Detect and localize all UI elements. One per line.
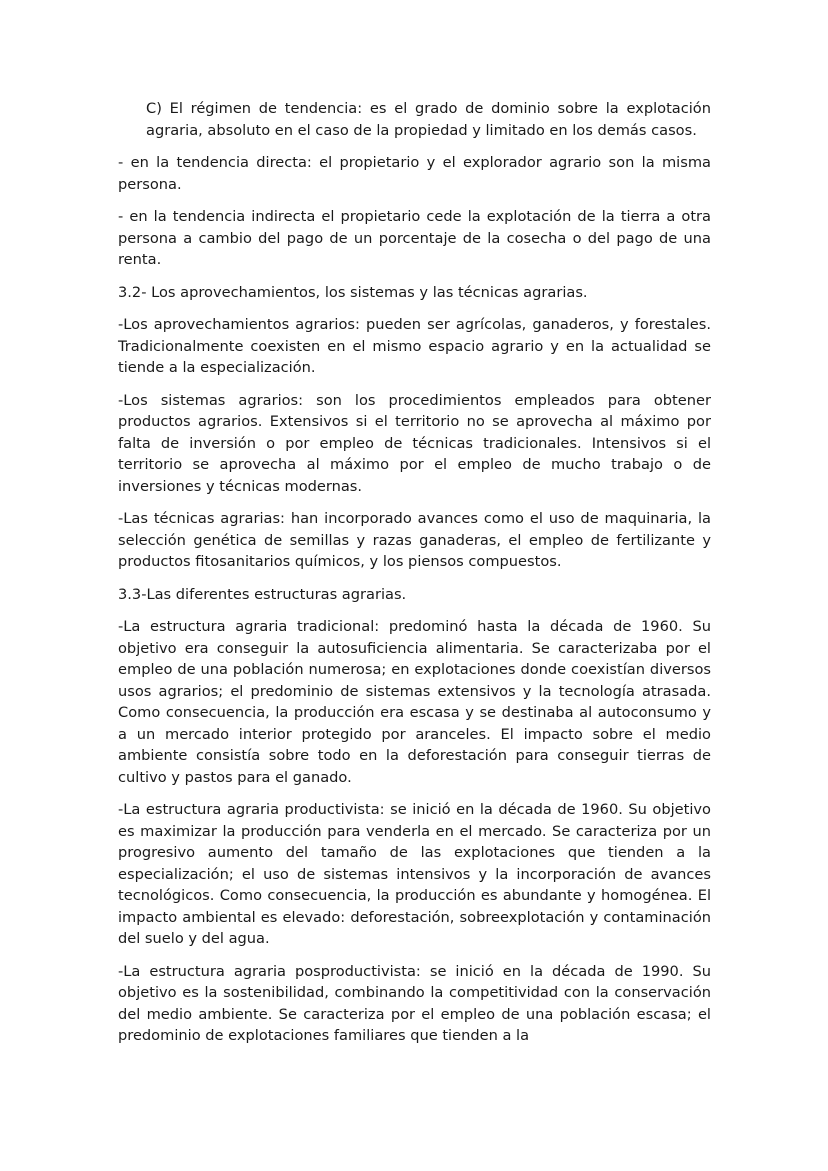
paragraph-tendencia-indirecta: - en la tendencia indirecta el propietario cede la explotación de la tierra a otra persona a cambio del pago de un porcentaje de la cosecha o del pago de una renta.: [118, 208, 711, 268]
paragraph-estructura-productivista: -La estructura agraria productivista: se inició en la década de 1960. Su objetivo es maximizar la producción para venderla en el mercado. Se caracteriza por un progresivo aumento del tamaño de las explotaciones que tienden a la especialización; el uso de sistemas intensivos y la incorporación de avances tecnológicos. Como consecuencia, la producción es abundante y homogénea. El impacto ambiental es elevado: deforestación, sobreexplotación y contaminación del suelo y del agua.: [118, 801, 711, 947]
paragraph-estructura-tradicional: -La estructura agraria tradicional: predominó hasta la década de 1960. Su objetivo era conseguir la autosuficiencia alimentaria. Se caracterizaba por el empleo de una población numerosa; en explotaciones donde coexistían diversos usos agrarios; el predominio de sistemas extensivos y la tecnología atrasada. Como consecuencia, la producción era escasa y se destinaba al autoconsumo y a un mercado interior protegido por aranceles. El impacto sobre el medio ambiente consistía sobre todo en la deforestación para conseguir tierras de cultivo y pastos para el ganado.: [118, 618, 711, 786]
paragraph-aprovechamientos: -Los aprovechamientos agrarios: pueden ser agrícolas, ganaderos, y forestales. Tradicionalmente coexisten en el mismo espacio agrario y en la actualidad se tiende a la especialización.: [118, 316, 711, 376]
paragraph-regimen-tendencia: C) El régimen de tendencia: es el grado de dominio sobre la explotación agraria, absoluto en el caso de la propiedad y limitado en los demás casos.: [146, 100, 711, 139]
paragraph-tecnicas: -Las técnicas agrarias: han incorporado avances como el uso de maquinaria, la selección genética de semillas y razas ganaderas, el empleo de fertilizante y productos fitosanitarios químicos, y los piensos compuestos.: [118, 510, 711, 570]
paragraph-tendencia-directa: - en la tendencia directa: el propietario y el explorador agrario son la misma persona.: [118, 154, 711, 193]
document-page: [118, 98, 711, 1058]
paragraph-sistemas: -Los sistemas agrarios: son los procedimientos empleados para obtener productos agrarios. Extensivos si el territorio no se aprovecha al máximo por falta de inversión o por empleo de técnicas tradicionales. Intensivos si el territorio se aprovecha al máximo por el empleo de mucho trabajo o de inversiones y técnicas modernas.: [118, 391, 711, 495]
section-heading-3-2: 3.2- Los aprovechamientos, los sistemas y las técnicas agrarias.: [118, 283, 588, 301]
paragraph-estructura-posproductivista: -La estructura agraria posproductivista: se inició en la década de 1990. Su objetivo es la sostenibilidad, combinando la competitividad con la conservación del medio ambiente. Se caracteriza por el empleo de una población escasa; el predominio de explotaciones familiares que tienden a la: [118, 962, 711, 1044]
section-heading-3-3: 3.3-Las diferentes estructuras agrarias.: [118, 585, 407, 603]
